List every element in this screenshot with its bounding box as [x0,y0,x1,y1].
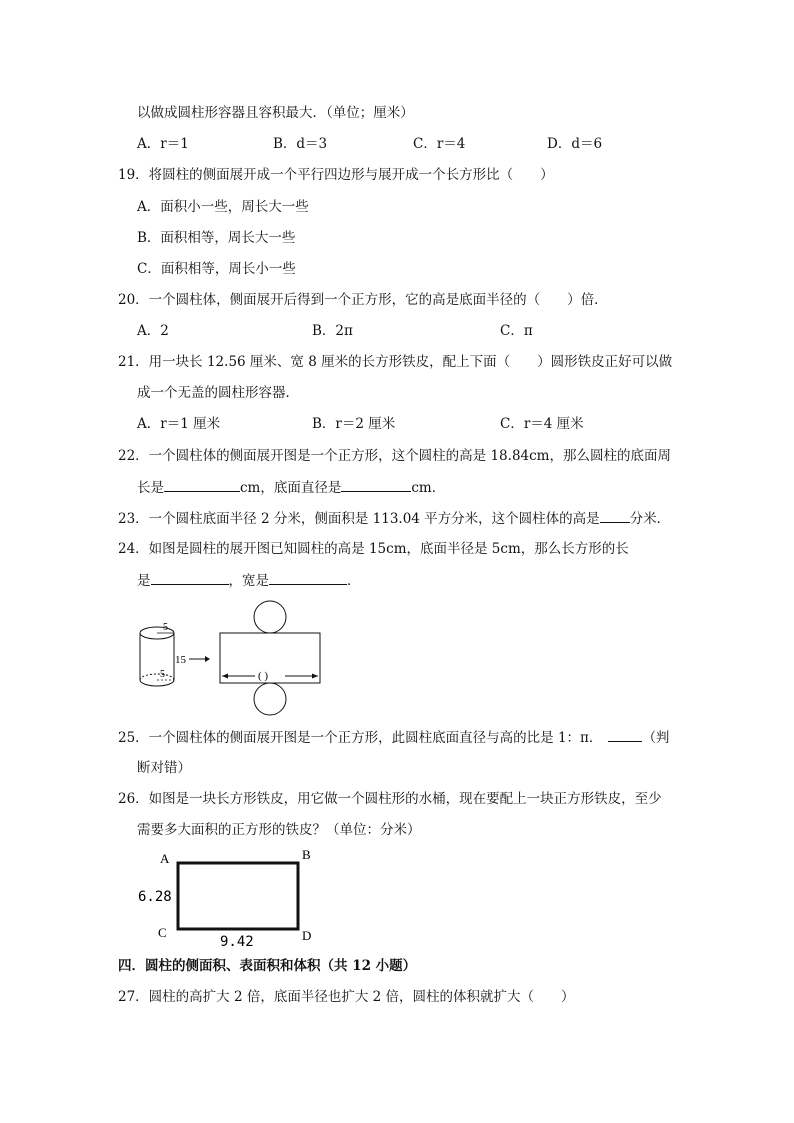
q21-option-a[interactable]: A．r＝1 厘米 [137,416,221,432]
q24-stem-line2 [137,571,361,590]
side-height-label: 6.28 [138,889,172,905]
q20-stem: 20．一个圆柱体，侧面展开后得到一个正方形，它的高是底面半径的（ ）倍． [118,292,608,308]
q24-text-b: ，宽是 [228,573,269,589]
q26-rectangle-figure [130,843,330,951]
q26-stem-line2: 需要多大面积的正方形的铁皮？（单位：分米） [137,822,421,838]
cylinder-height-label: 15 [175,654,186,666]
q20-option-c[interactable]: C．π [500,323,533,339]
q19-option-a[interactable]: A．面积小一些，周长大一些 [137,199,309,215]
q23-blank-height[interactable] [600,509,630,523]
cylinder-radius-bottom-label: 5 [160,669,165,680]
q22-blank-diameter[interactable] [341,478,411,492]
q24-blank-width[interactable] [269,571,347,585]
net-length-paren: ( ) [258,670,269,682]
q25-blank-judge[interactable] [608,728,642,742]
q21-stem-line1: 21．用一块长 12.56 厘米、宽 8 厘米的长方形铁皮，配上下面（ ）圆形铁皮正好可以做 [118,354,673,370]
q27-stem: 27．圆柱的高扩大 2 倍，底面半径也扩大 2 倍，圆柱的体积就扩大（ ） [118,989,575,1005]
q25-text-b: （判 [642,730,670,746]
q24-text-c: ． [347,573,361,589]
q21-option-c[interactable]: C．r＝4 厘米 [500,416,584,432]
corner-label-b: B [302,847,311,862]
q23-text-b: 分米． [629,511,671,527]
q23-text-a: 23．一个圆柱底面半径 2 分米，侧面积是 113.04 平方分米，这个圆柱体的高是 [118,511,600,527]
q20-option-b[interactable]: B．2π [312,323,353,339]
q25-stem-line2: 断对错） [137,760,191,776]
q25-stem-line1 [118,728,669,747]
q24-stem-line1: 24．如图是圆柱的展开图已知圆柱的高是 15cm，底面半径是 5cm，那么长方形的长 [118,541,629,557]
q22-stem-line1: 22．一个圆柱体的侧面展开图是一个正方形，这个圆柱的高是 18.84cm，那么圆柱的底面周 [118,448,671,464]
side-width-label: 9.42 [220,934,254,950]
q21-stem-line2: 成一个无盖的圆柱形容器． [137,385,299,401]
q18-option-d[interactable]: D．d＝6 [547,136,603,152]
corner-label-a: A [160,851,170,866]
corner-label-d: D [302,928,312,943]
cylinder-drawing [140,627,174,686]
q19-option-b[interactable]: B．面积相等，周长大一些 [137,230,296,246]
q18-stem-continuation: 以做成圆柱形容器且容积最大．（单位；厘米） [137,105,414,121]
iron-sheet-rectangle [178,863,298,929]
net-bottom-circle [254,683,286,715]
q24-blank-length[interactable] [151,571,229,585]
q22-stem-line2 [137,478,445,497]
q24-text-a: 是 [137,573,151,589]
q19-option-c[interactable]: C．面积相等，周长小一些 [137,261,296,277]
q22-text-c: cm． [411,480,446,496]
q23-stem [118,509,670,528]
right-arrow-icon [189,656,210,662]
q22-text-a: 长是 [137,480,164,496]
q20-option-a[interactable]: A．2 [137,323,169,339]
section-4-heading: 四．圆柱的侧面积、表面积和体积（共 12 小题） [118,958,417,974]
q24-cylinder-net-figure [130,598,330,720]
corner-label-c: C [158,925,167,940]
q25-text-a: 25．一个圆柱体的侧面展开图是一个正方形，此圆柱底面直径与高的比是 1：π． [118,730,603,746]
q26-stem-line1: 26．如图是一块长方形铁皮，用它做一个圆柱形的水桶，现在要配上一块正方形铁皮，至少 [118,791,662,807]
cylinder-radius-top-label: 5 [163,622,168,633]
q22-blank-circumference[interactable] [164,478,240,492]
net-top-circle [254,601,286,633]
q18-option-c[interactable]: C．r＝4 [413,136,466,152]
q22-text-b: cm，底面直径是 [240,480,342,496]
q21-option-b[interactable]: B．r＝2 厘米 [312,416,396,432]
q19-stem: 19．将圆柱的侧面展开成一个平行四边形与展开成一个长方形比（ ） [118,167,554,183]
q18-option-a[interactable]: A．r＝1 [137,136,189,152]
q18-option-b[interactable]: B．d＝3 [273,136,328,152]
